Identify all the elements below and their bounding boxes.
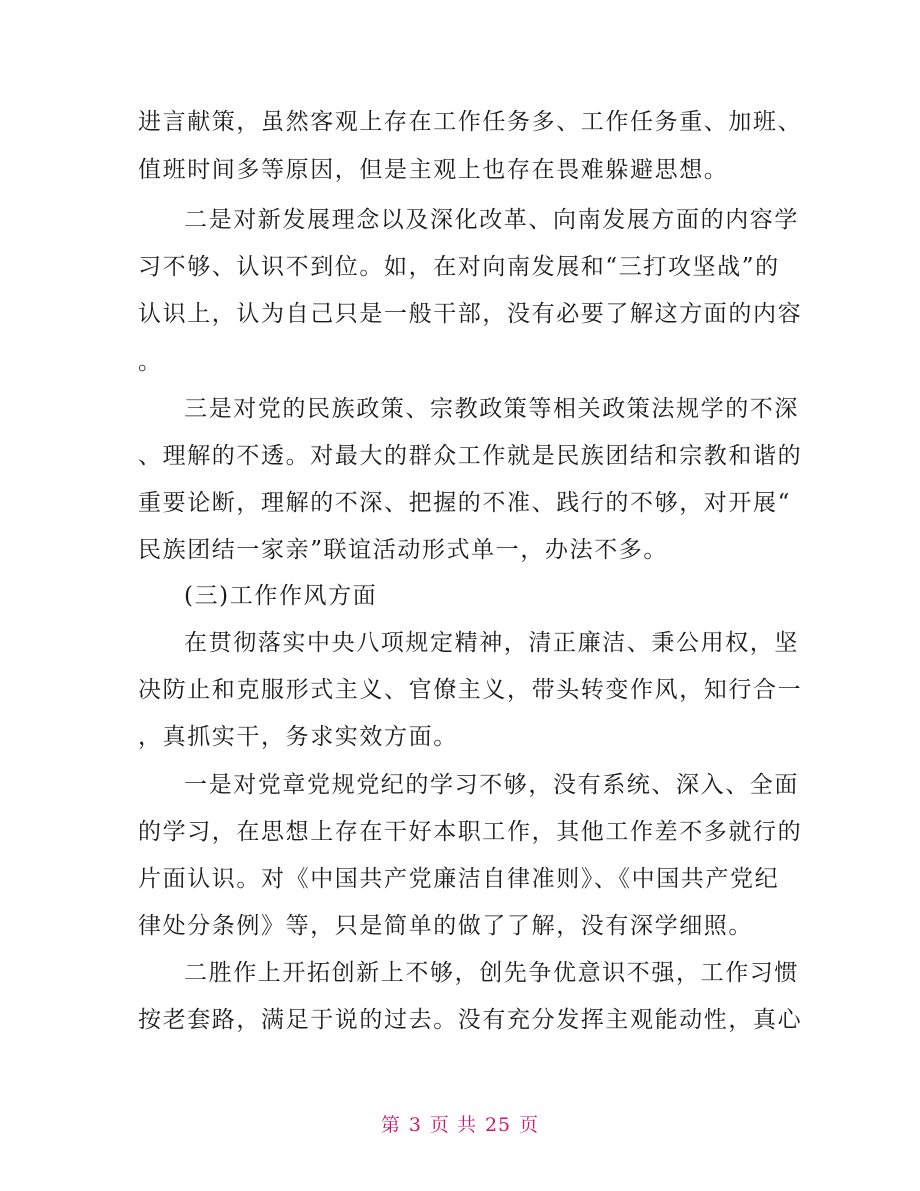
paragraph-start-line: 二是对新发展理念以及深化改革、向南发展方面的内容学 [184, 207, 799, 233]
footer-prefix: 第 [380, 1114, 401, 1136]
text-line: 认识上，认为自己只是一般干部，没有必要了解这方面的内容 [138, 301, 803, 327]
text-line: 。 [138, 349, 163, 375]
text-line: 片面认识。对《中国共产党廉洁自律准则》、《中国共产党纪 [138, 866, 780, 892]
total-pages-number: 25 [484, 1114, 512, 1136]
text-line: 决防止和克服形式主义、官僚主义，带头转变作风，知行合一 [138, 677, 803, 703]
text-line: 进言献策，虽然客观上存在工作任务多、工作任务重、加班、 [138, 109, 803, 135]
text-line: 的学习，在思想上存在干好本职工作，其他工作差不多就行的 [138, 819, 803, 845]
page-footer [0, 1112, 920, 1138]
text-line: ，真抓实干，务求实效方面。 [138, 724, 458, 750]
footer-middle: 页 共 [429, 1114, 477, 1136]
text-line: 律处分条例》等，只是简单的做了了解，没有深学细照。 [138, 913, 753, 939]
text-line: 习不够、认识不到位。如，在对向南发展和“三打攻坚战”的 [138, 254, 780, 280]
paragraph-start-line: 二胜作上开拓创新上不够，创先争优意识不强，工作习惯 [184, 960, 799, 986]
text-line: 按老套路，满足于说的过去。没有充分发挥主观能动性，真心 [138, 1007, 803, 1033]
text-line: 、理解的不透。对最大的群众工作就是民族团结和宗教和谐的 [138, 443, 803, 469]
text-line: 值班时间多等原因，但是主观上也存在畏难躲避思想。 [138, 157, 729, 183]
paragraph-start-line: 一是对党章党规党纪的学习不够，没有系统、深入、全面 [184, 772, 799, 798]
paragraph-start-line: 在贯彻落实中央八项规定精神，清正廉洁、秉公用权，坚 [184, 630, 799, 656]
current-page-number: 3 [408, 1114, 422, 1136]
section-heading: (三)工作作风方面 [184, 583, 378, 609]
footer-suffix: 页 [519, 1114, 540, 1136]
text-line: 重要论断，理解的不深、把握的不准、践行的不够，对开展“ [138, 490, 791, 516]
text-line: 民族团结一家亲”联谊活动形式单一，办法不多。 [138, 537, 668, 563]
paragraph-start-line: 三是对党的民族政策、宗教政策等相关政策法规学的不深 [184, 396, 799, 422]
